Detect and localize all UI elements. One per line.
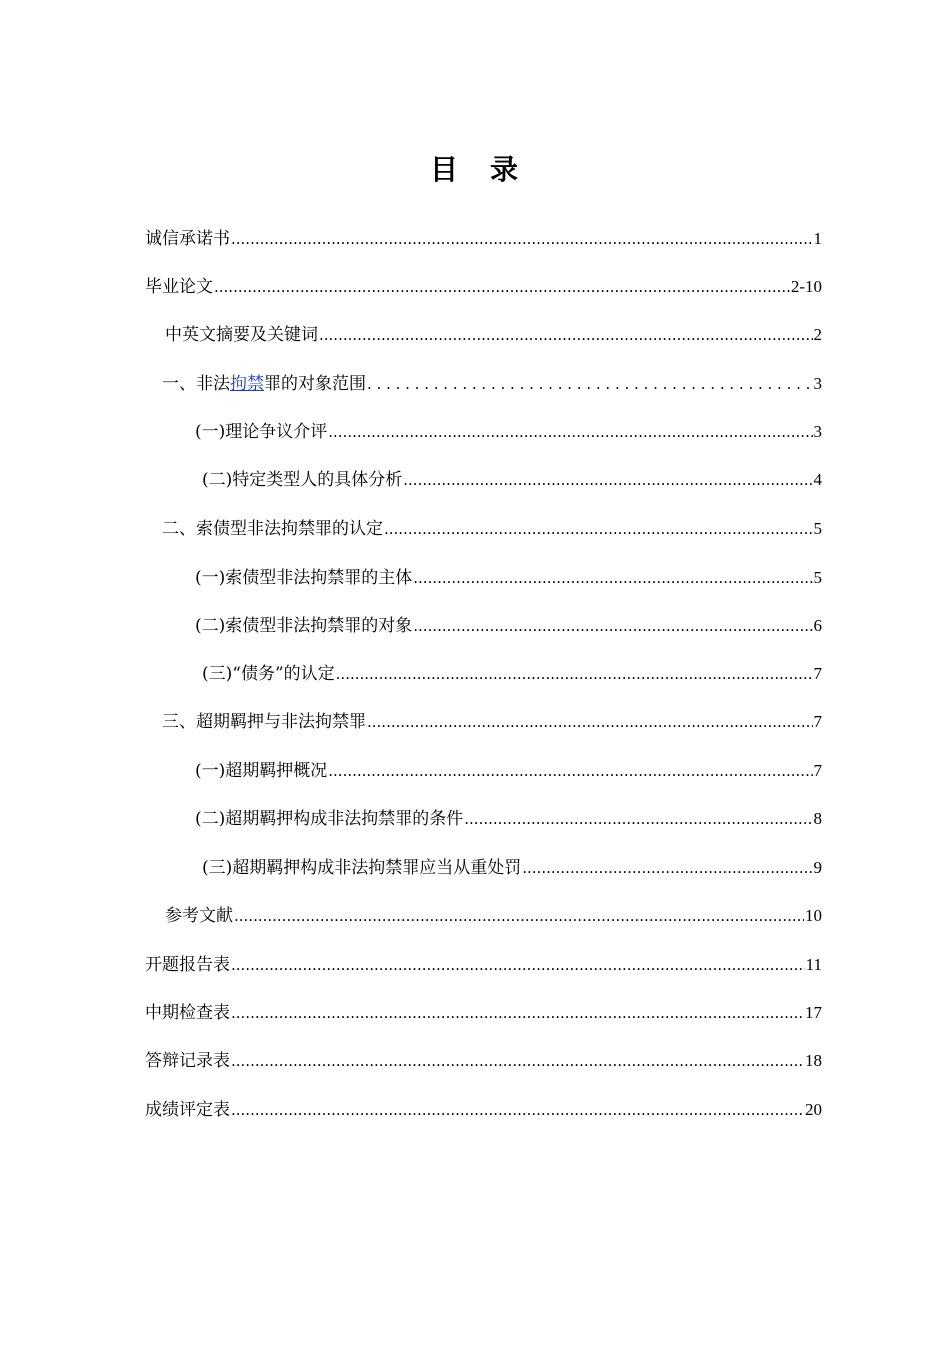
toc-entry[interactable] [202, 856, 822, 880]
leader-dots [231, 1098, 804, 1122]
toc-entry[interactable] [195, 420, 822, 444]
title-part-2: 录 [490, 153, 521, 186]
hyperlink[interactable]: 拘禁 [230, 374, 264, 394]
leader-dots [413, 566, 812, 590]
toc-entry-label [162, 372, 366, 396]
leader-dots [522, 856, 812, 880]
toc-entry-label: 参考文献 [165, 906, 233, 926]
title-part-1: 目 [429, 153, 460, 186]
leader-dots [214, 275, 790, 299]
toc-entry[interactable] [195, 759, 822, 783]
toc-entry-page: 5 [813, 568, 822, 587]
toc-entry-page: 5 [813, 519, 822, 538]
leader-dots [231, 953, 805, 977]
toc-entry[interactable] [162, 372, 822, 396]
toc-entry-page: 7 [813, 712, 822, 731]
toc-entry[interactable] [202, 468, 822, 492]
leader-dots [328, 420, 812, 444]
toc-entry[interactable] [145, 1098, 822, 1122]
toc-entry-label: (三)“债务”的认定 [202, 664, 335, 684]
toc-entry-label-before: 一、非法 [162, 374, 230, 394]
toc-entry-page: 20 [805, 1100, 822, 1119]
leader-dots [231, 1001, 804, 1025]
toc-entry-label: 毕业论文 [145, 277, 213, 297]
toc-entry-page: 4 [813, 470, 822, 489]
toc-entry-page: 8 [813, 809, 822, 828]
toc-entry-page: 3 [813, 374, 822, 393]
toc-entry-label: 中英文摘要及关键词 [165, 325, 318, 345]
toc-entry[interactable] [145, 1001, 822, 1025]
page-title [0, 148, 950, 188]
toc-entry-page: 7 [813, 664, 822, 683]
toc-entry-page: 10 [805, 906, 822, 925]
leader-dots [384, 517, 813, 541]
toc-entry-label-after: 罪的对象范围 [264, 374, 366, 394]
toc-entry-label: 二、索债型非法拘禁罪的认定 [162, 519, 383, 539]
toc-entry-label: (三)超期羁押构成非法拘禁罪应当从重处罚 [202, 858, 522, 878]
toc-entry-label: 三、超期羁押与非法拘禁罪 [162, 712, 366, 732]
leader-dots [464, 807, 812, 831]
toc-entry-label: 答辩记录表 [145, 1051, 230, 1071]
leader-dots [231, 227, 813, 251]
toc-entry-label: (二)超期羁押构成非法拘禁罪的条件 [195, 809, 464, 829]
toc-entry-page: 7 [813, 761, 822, 780]
toc-entry[interactable] [195, 614, 822, 638]
toc-entry-label: 中期检查表 [145, 1003, 230, 1023]
toc-entry-label: (二)特定类型人的具体分析 [202, 470, 403, 490]
toc-entry-page: 2 [813, 325, 822, 344]
toc-entry-label: (一)超期羁押概况 [195, 761, 328, 781]
toc-entry[interactable] [145, 227, 822, 251]
toc-entry-label: 诚信承诺书 [145, 229, 230, 249]
toc-entry[interactable] [162, 517, 822, 541]
toc-entry[interactable] [165, 904, 822, 928]
toc-entry[interactable] [145, 1049, 822, 1073]
toc-entry[interactable] [145, 953, 822, 977]
toc-entry[interactable] [195, 566, 822, 590]
toc-entry-label: (二)索债型非法拘禁罪的对象 [195, 616, 413, 636]
toc-entry-page: 3 [813, 422, 822, 441]
leader-dots [336, 662, 813, 686]
toc-entry[interactable] [162, 710, 822, 734]
leader-dots [413, 614, 812, 638]
toc-entry[interactable] [195, 807, 822, 831]
toc-entry-page: 18 [805, 1051, 822, 1070]
toc-entry-page: 1 [813, 229, 822, 248]
leader-dots [367, 710, 813, 734]
toc-entry-page: 2-10 [790, 277, 822, 296]
leader-dots [328, 759, 812, 783]
leader-dots [367, 372, 813, 396]
toc-entry-page: 6 [813, 616, 822, 635]
toc-entry-label: (一)理论争议介评 [195, 422, 328, 442]
toc-entry-page: 11 [805, 955, 822, 974]
toc-entry[interactable] [145, 275, 822, 299]
leader-dots [403, 468, 812, 492]
toc-entry[interactable] [202, 662, 822, 686]
toc-entry[interactable] [165, 323, 822, 347]
toc-entry-page: 17 [805, 1003, 822, 1022]
toc-entry-label: 成绩评定表 [145, 1100, 230, 1120]
leader-dots [234, 904, 804, 928]
toc-entry-label: (一)索债型非法拘禁罪的主体 [195, 568, 413, 588]
leader-dots [319, 323, 813, 347]
leader-dots [231, 1049, 804, 1073]
toc-entry-label: 开题报告表 [145, 955, 230, 975]
toc-entry-page: 9 [813, 858, 822, 877]
